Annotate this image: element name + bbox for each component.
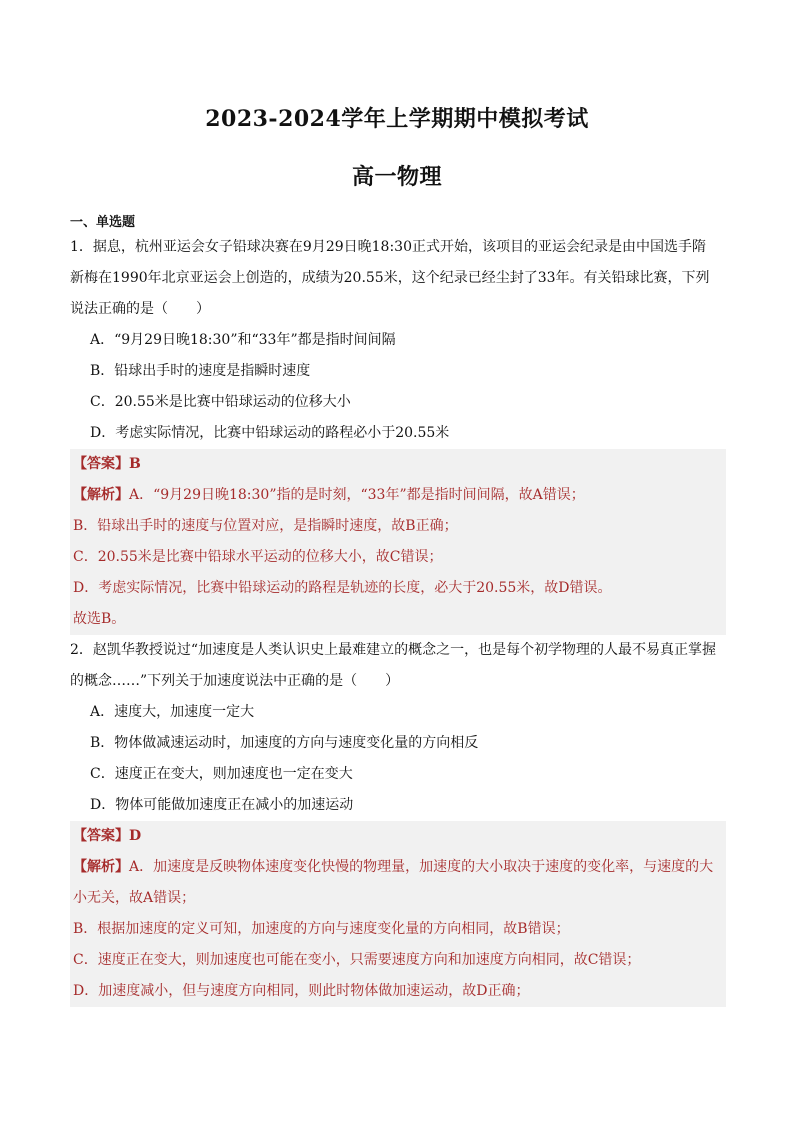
question-2-analysis [70, 852, 726, 883]
analysis-line: A．加速度是反映物体速度变化快慢的物理量，加速度的大小取决于速度的变化率，与速度的大 [129, 859, 714, 875]
analysis-line: 小无关，故A错误； [70, 883, 726, 914]
analysis-label: 【解析】 [73, 487, 129, 503]
analysis-line: A．“9月29日晚18:30”指的是时刻，“33年”都是指时间间隔，故A错误； [129, 487, 585, 503]
question-1-option-d: D．考虑实际情况，比赛中铅球运动的路程必小于20.55米 [90, 425, 450, 441]
question-2 [70, 635, 726, 1007]
question-1-stem-line: 说法正确的是（ ） [70, 301, 210, 317]
answer-value: B [129, 456, 141, 472]
question-2-option-b: B．物体做减速运动时，加速度的方向与速度变化量的方向相反 [90, 735, 479, 751]
question-1-stem-line: 1．据息，杭州亚运会女子铅球决赛在9月29日晚18:30正式开始，该项目的亚运会纪录是由中国选手隋 [70, 239, 706, 255]
analysis-line: C．速度正在变大，则加速度也可能在变小，只需要速度方向和加速度方向相同，故C错误； [70, 945, 726, 976]
question-2-option-c: C．速度正在变大，则加速度也一定在变大 [90, 766, 353, 782]
question-1 [70, 232, 726, 635]
analysis-line: D．加速度减小，但与速度方向相同，则此时物体做加速运动，故D正确； [70, 976, 726, 1007]
page-title: 2023-2024学年上学期期中模拟考试 [205, 106, 589, 132]
question-1-option-c: C．20.55米是比赛中铅球运动的位移大小 [90, 394, 351, 410]
analysis-line: D．考虑实际情况，比赛中铅球运动的路程是轨迹的长度，必大于20.55米，故D错误。 [70, 573, 726, 604]
answer-label: 【答案】 [73, 456, 129, 472]
question-2-option-a: A．速度大，加速度一定大 [90, 704, 255, 720]
question-1-analysis [70, 480, 726, 511]
question-2-answer [70, 821, 726, 852]
section-heading: 一、单选题 [70, 215, 136, 230]
analysis-line: B．铅球出手时的速度与位置对应，是指瞬时速度，故B正确； [70, 511, 726, 542]
question-2-option-d: D．物体可能做加速度正在减小的加速运动 [90, 797, 354, 813]
analysis-line: B．根据加速度的定义可知，加速度的方向与速度变化量的方向相同，故B错误； [70, 914, 726, 945]
question-1-stem-line: 新梅在1990年北京亚运会上创造的，成绩为20.55米，这个纪录已经尘封了33年。有关铅球比赛，下列 [70, 270, 710, 286]
analysis-line: 故选B。 [70, 604, 726, 635]
question-1-option-a: A．“9月29日晚18:30”和“33年”都是指时间间隔 [90, 332, 396, 348]
answer-value: D [129, 828, 142, 844]
question-1-option-b: B．铅球出手时的速度是指瞬时速度 [90, 363, 311, 379]
question-2-stem-line: 的概念……”下列关于加速度说法中正确的是（ ） [70, 673, 400, 689]
page-subtitle: 高一物理 [351, 164, 442, 190]
question-1-answer [70, 449, 726, 480]
answer-label: 【答案】 [73, 828, 129, 844]
analysis-line: C．20.55米是比赛中铅球水平运动的位移大小，故C错误； [70, 542, 726, 573]
question-2-stem-line: 2．赵凯华教授说过“加速度是人类认识史上最难建立的概念之一，也是每个初学物理的人最不易真正掌握 [70, 642, 717, 658]
question-list [70, 232, 726, 1007]
analysis-label: 【解析】 [73, 859, 129, 875]
